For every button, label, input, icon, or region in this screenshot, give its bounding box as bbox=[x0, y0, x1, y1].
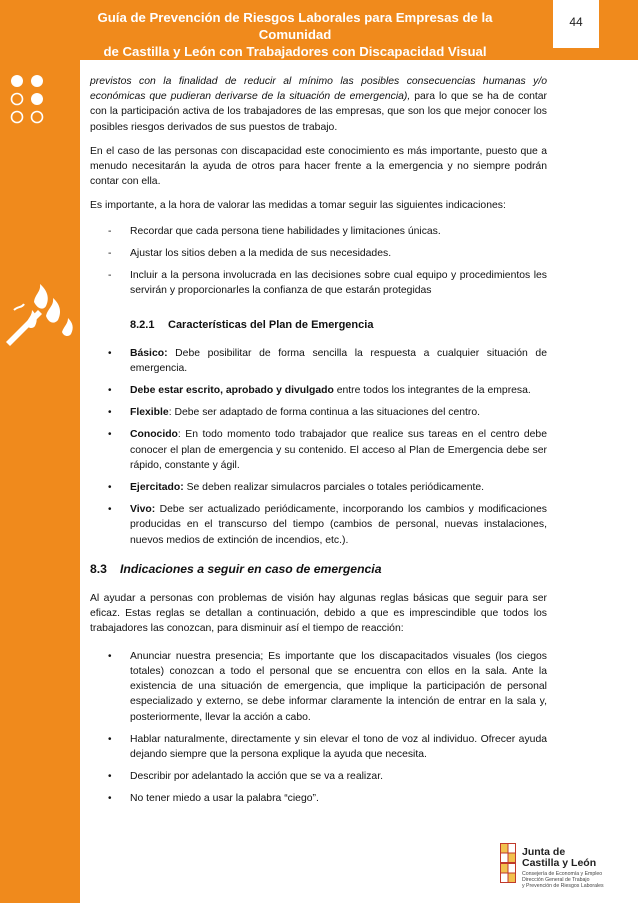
page-number: 44 bbox=[569, 15, 583, 29]
list-item bbox=[90, 246, 547, 261]
logo-sub-line2: Dirección General de Trabajo bbox=[522, 877, 590, 884]
coat-of-arms-icon bbox=[500, 843, 516, 883]
page-number-box bbox=[553, 0, 599, 48]
item-text: Describir por adelantado la acción que se va a realizar. bbox=[130, 771, 383, 783]
logo-name-line1: Junta de bbox=[522, 846, 566, 858]
list-item bbox=[90, 791, 547, 806]
rules-list bbox=[90, 649, 547, 807]
logo-name bbox=[522, 847, 596, 869]
bullet-marker: • bbox=[108, 733, 112, 745]
bullet-marker: • bbox=[108, 385, 112, 397]
bullet-marker: • bbox=[108, 347, 112, 359]
header-title-line2: de Castilla y León con Trabajadores con Discapacidad Visual bbox=[103, 44, 487, 59]
dash-marker: - bbox=[108, 270, 112, 282]
logo-name-line2: Castilla y León bbox=[522, 857, 597, 869]
plan-characteristics-list bbox=[90, 346, 547, 548]
list-item bbox=[90, 427, 547, 473]
item-term: Ejercitado: bbox=[130, 482, 184, 494]
item-term: Debe estar escrito, aprobado y divulgado bbox=[130, 385, 334, 397]
list-item bbox=[90, 732, 547, 762]
list-item bbox=[90, 383, 547, 398]
dash-list bbox=[90, 224, 547, 299]
bullet-marker: • bbox=[108, 650, 112, 662]
section-number: 8.3 bbox=[90, 561, 107, 576]
bullet-marker: • bbox=[108, 771, 112, 783]
subsection-title: Características del Plan de Emergencia bbox=[168, 319, 374, 332]
bullet-marker: • bbox=[108, 793, 112, 805]
intro-paragraph bbox=[90, 74, 547, 135]
paragraph-2: En el caso de las personas con discapacidad este conocimiento es más importante, puesto que a menudo necesitarán la ayuda de otros para hacer frente a la emergencia y no siempre podrán contar con ella. bbox=[90, 145, 547, 188]
subsection-heading bbox=[130, 318, 547, 333]
item-term: Vivo: bbox=[130, 504, 156, 516]
bullet-marker: • bbox=[108, 407, 112, 419]
sidebar-band bbox=[0, 60, 80, 903]
item-text: Debe posibilitar de forma sencilla la respuesta a cualquier situación de emergencia. bbox=[130, 347, 547, 374]
header-title bbox=[60, 9, 530, 60]
header-title-line1: Guía de Prevención de Riesgos Laborales para Empresas de la Comunidad bbox=[97, 10, 493, 42]
logo-subtitle bbox=[522, 871, 622, 890]
list-item bbox=[90, 224, 547, 239]
item-text: Hablar naturalmente, directamente y sin elevar el tono de voz al individuo. Ofrecer ayuda dejando siempre que la persona explique la ayuda que necesita. bbox=[130, 733, 547, 760]
list-item-text: Recordar que cada persona tiene habilidades y limitaciones únicas. bbox=[130, 225, 441, 237]
item-text: entre todos los integrantes de la empresa. bbox=[333, 385, 531, 397]
item-text: Debe ser actualizado periódicamente, incorporando los cambios y modificaciones producidas en el transcurso del tiempo (cambios de personal, nuevas instalaciones, nuevos medios de extinción de incendios, etc.). bbox=[130, 504, 547, 546]
list-item-text: Incluir a la persona involucrada en las decisiones sobre cual equipo y procedimientos les servirán y proporcionarles la confianza de que estarán protegidas bbox=[130, 270, 547, 297]
item-text: : En todo momento todo trabajador que realice sus tareas en el centro debe conocer el plan de emergencia y su contenido. El acceso al Plan de Emergencia debe ser rápido, constante y ágil. bbox=[130, 429, 547, 471]
page-header bbox=[0, 0, 638, 60]
list-item bbox=[90, 346, 547, 376]
dash-marker: - bbox=[108, 247, 112, 259]
list-item bbox=[90, 502, 547, 548]
intro-italic: previstos con la finalidad de reducir al mínimo las posibles consecuencias humanas y/o económicas que pudieran derivarse de la situación de emergencia), bbox=[90, 76, 547, 103]
subsection-number: 8.2.1 bbox=[130, 319, 155, 332]
list-item bbox=[90, 268, 547, 298]
list-item bbox=[90, 649, 547, 725]
section-heading bbox=[90, 562, 547, 577]
paragraph-3: Es importante, a la hora de valorar las medidas a tomar seguir las siguientes indicaciones: bbox=[90, 200, 506, 212]
item-text: Se deben realizar simulacros parciales o totales periódicamente. bbox=[183, 482, 485, 494]
junta-castilla-leon-logo bbox=[500, 843, 620, 899]
dash-marker: - bbox=[108, 225, 112, 237]
logo-sub-line3: y Prevención de Riesgos Laborales bbox=[522, 883, 604, 890]
section-title: Indicaciones a seguir en caso de emergencia bbox=[120, 561, 382, 576]
item-term: Básico: bbox=[130, 347, 168, 359]
braille-dots-icon bbox=[8, 72, 48, 126]
item-text: : Debe ser adaptado de forma continua a las situaciones del centro. bbox=[168, 407, 481, 419]
item-text: Anunciar nuestra presencia; Es importante que los discapacitados visuales (los ciegos totales) conozcan a todo el personal que se encuentra con ellos en la sala. Ante la existencia de una situación de emergencia, que implique la participación de personal especializado y externo, se debe informar claramente la intención de entrar en la sala y, posteriormente, llevar la acción a cabo. bbox=[130, 650, 547, 723]
fire-flames-icon bbox=[4, 280, 76, 352]
list-item bbox=[90, 769, 547, 784]
list-item bbox=[90, 480, 547, 495]
page-content bbox=[90, 74, 547, 814]
item-term: Flexible bbox=[130, 407, 169, 419]
intro-rest: para lo que se ha de contar con la participación activa de los trabajadores de las empresas, que son los que mejor conocer los posibles riesgos derivados de sus puestos de trabajo. bbox=[90, 91, 547, 133]
item-term: Conocido bbox=[130, 429, 178, 441]
logo-sub-line1: Consejería de Economía y Empleo bbox=[522, 871, 603, 877]
list-item-text: Ajustar los sitios deben a la medida de sus necesidades. bbox=[130, 247, 392, 259]
bullet-marker: • bbox=[108, 429, 112, 441]
item-text: No tener miedo a usar la palabra “ciego”. bbox=[130, 793, 319, 805]
bullet-marker: • bbox=[108, 504, 112, 516]
paragraph-4: Al ayudar a personas con problemas de visión hay algunas reglas básicas que seguir para ser eficaz. Estas reglas se detallan a continuación, debido a que es imprescindible que todos los trabajadores las conozcan, para disminuir así el tiempo de reacción: bbox=[90, 593, 547, 635]
bullet-marker: • bbox=[108, 482, 112, 494]
list-item bbox=[90, 405, 547, 420]
